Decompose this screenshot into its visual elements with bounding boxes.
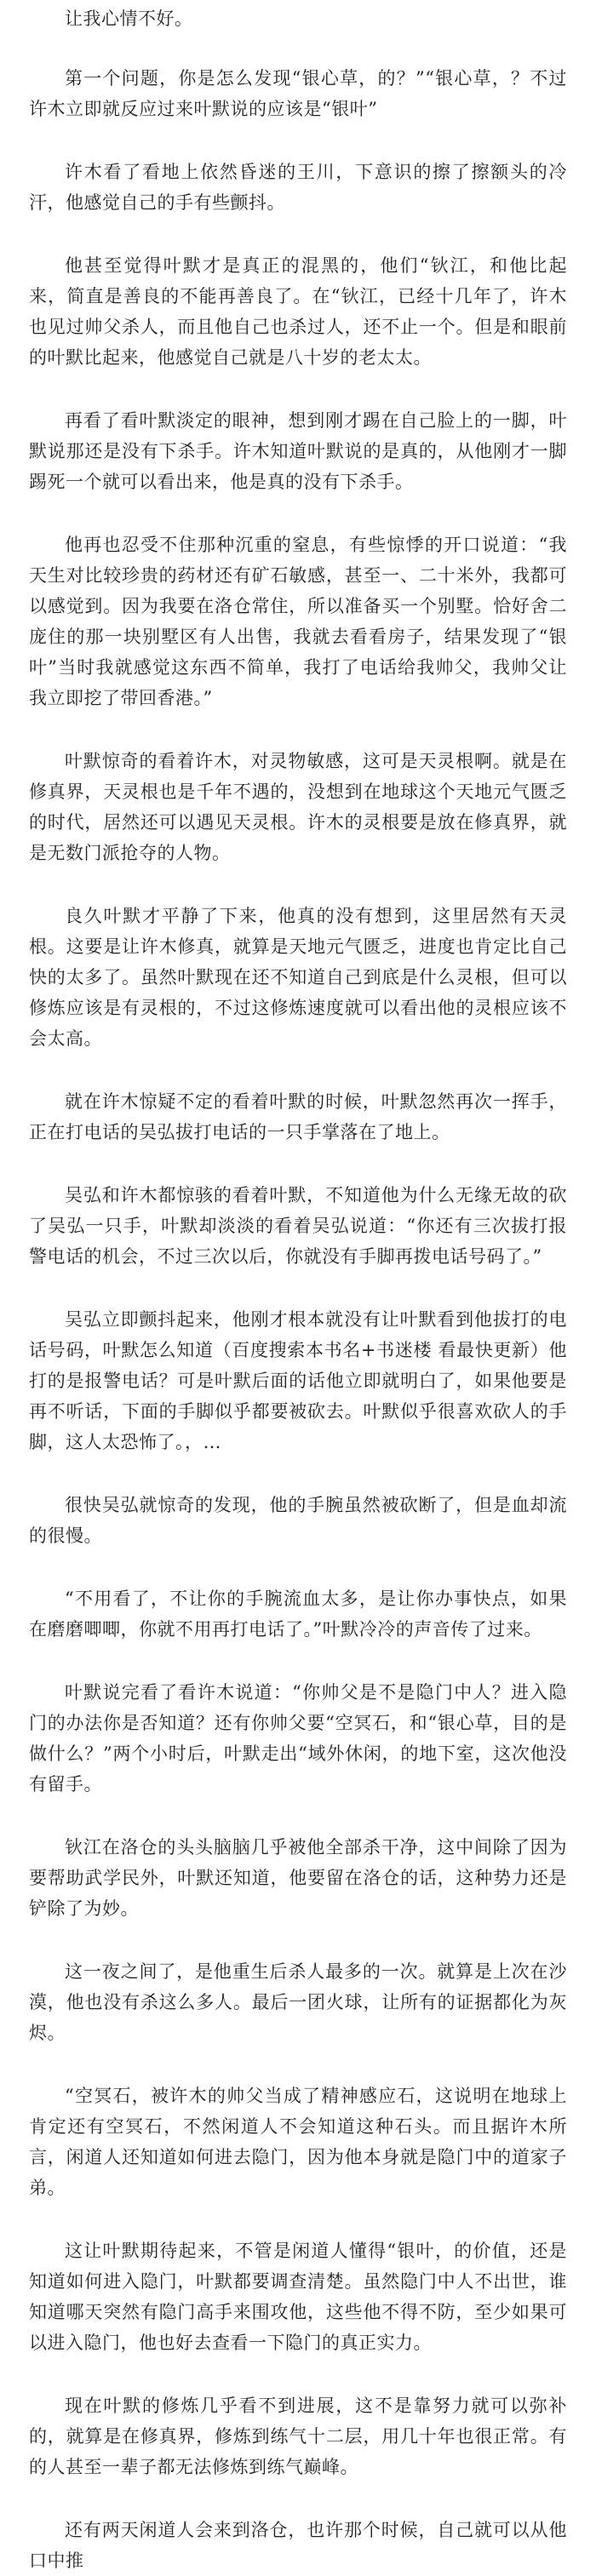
paragraph-7: 叶默惊奇的看着许木，对灵物敏感，这可是天灵根啊。就是在修真界，天灵根也是千年不遇的，没想到在地球这个天地元气匮乏的时代，居然还可以遇见天灵根。许木的灵根要是放在修真界，就是无数门派抢夺的人物。 bbox=[29, 751, 567, 863]
paragraph-16: 这一夜之间了，是他重生后杀人最多的一次。就算是上次在沙漠，他也没有杀这么多人。最后一团火球，让所有的证据都化为灰烬。 bbox=[29, 1961, 567, 2043]
paragraph-17: “空冥石，被许木的帅父当成了精神感应石，这说明在地球上肯定还有空冥石，不然闲道人不会知道这种石头。而且据许木所言，闲道人还知道如何进去隐门，因为他本身就是隐门中的道家子弟。 bbox=[29, 2086, 567, 2198]
paragraph-12: 很快吴弘就惊奇的发现，他的手腕虽然被砍断了，但是血却流的很慢。 bbox=[29, 1495, 567, 1546]
paragraph-20: 还有两天闲道人会来到洛仓，也许那个时候，自己就可以从他口中推 bbox=[29, 2520, 567, 2571]
paragraph-6: 他再也忍受不住那种沉重的窒息，有些惊悸的开口说道：“我天生对比较珍贵的药材还有矿石敏感，甚至一、二十米外，我都可以感觉到。因为我要在洛仓常住，所以准备买一个别墅。恰好舍二庞住的那一块别墅区有人出售，我就去看看房子，结果发现了“银叶”当时我就感觉这东西不简单，我打了电话给我帅父，我帅父让我立即挖了带回香港。” bbox=[29, 535, 567, 708]
paragraph-5: 再看了看叶默淡定的眼神，想到刚才踢在自己脸上的一脚，叶默说那还是没有下杀手。许木知道叶默说的是真的，从他刚才一脚踢死一个就可以看出来，他是真的没有下杀手。 bbox=[29, 410, 567, 492]
paragraph-3: 许木看了看地上依然昏迷的王川，下意识的擦了擦额头的冷汗，他感觉自己的手有些颤抖。 bbox=[29, 162, 567, 213]
paragraph-18: 这让叶默期待起来，不管是闲道人懂得“银叶，的价值，还是知道如何进入隐门，叶默都要调查清楚。虽然隐门中人不出世，谁知道哪天突然有隐门高手来围攻他，这些他不得不防，至少如果可以进入隐门，他也好去查看一下隐门的真正实力。 bbox=[29, 2241, 567, 2353]
paragraph-9: 就在许木惊疑不定的看着叶默的时候，叶默忽然再次一挥手，正在打电话的吴弘拔打电话的一只手掌落在了地上。 bbox=[29, 1091, 567, 1142]
paragraph-11: 吴弘立即颤抖起来，他刚才根本就没有让叶默看到他拔打的电话号码，叶默怎么知道（百度搜索本书名+书迷楼 看最快更新）他打的是报警电话？可是叶默后面的话他立即就明白了，如果他要是再不听话，下面的手脚似乎都要被砍去。叶默似乎很喜欢砍人的手脚，这人太恐怖了。，… bbox=[29, 1309, 567, 1452]
paragraph-15: 钬江在洛仓的头头脑脑几乎被他全部杀干净，这中间除了因为要帮助武学民外，叶默还知道，他要留在洛仓的话，这种势力还是铲除了为妙。 bbox=[29, 1837, 567, 1919]
paragraph-19: 现在叶默的修炼几乎看不到进展，这不是靠努力就可以弥补的，就算是在修真界，修炼到练气十二层，用几十年也很正常。有的人甚至一辈子都无法修炼到练气巅峰。 bbox=[29, 2396, 567, 2477]
paragraph-13: “不用看了，不让你的手腕流血太多，是让你办事快点，如果在磨磨唧唧，你就不用再打电话了。”叶默冷冷的声音传了过来。 bbox=[29, 1589, 567, 1640]
paragraph-2: 第一个问题，你是怎么发现“银心草，的？”“银心草，？不过许木立即就反应过来叶默说的应该是“银叶” bbox=[29, 68, 567, 119]
paragraph-4: 他甚至觉得叶默才是真正的混黑的，他们“钬江，和他比起来，简直是善良的不能再善良了。在“钬江，已经十几年了，许木也见过帅父杀人，而且他自己也杀过人，还不止一个。但是和眼前的叶默比起来，他感觉自己就是八十岁的老太太。 bbox=[29, 255, 567, 368]
paragraph-1: 让我心情不好。 bbox=[65, 9, 193, 29]
paragraph-8: 良久叶默才平静了下来，他真的没有想到，这里居然有天灵根。这要是让许木修真，就算是天地元气匮乏，进度也肯定比自己快的太多了。虽然叶默现在还不知道自己到底是什么灵根，但可以修炼应该是有灵根的，不过这修炼速度就可以看出他的灵根应该不会太高。 bbox=[29, 906, 567, 1049]
paragraph-10: 吴弘和许木都惊骇的看着叶默，不知道他为什么无缘无故的砍了吴弘一只手，叶默却淡淡的看着吴弘说道：“你还有三次拔打报警电话的机会，不过三次以后，你就没有手脚再拨电话号码了。” bbox=[29, 1185, 567, 1267]
paragraph-14: 叶默说完看了看许木说道：“你帅父是不是隐门中人？进入隐门的办法你是否知道？还有你帅父要“空冥石，和“银心草，目的是做什么？”两个小时后，叶默走出“域外休闲，的地下室，这次他没有留手。 bbox=[29, 1682, 567, 1795]
